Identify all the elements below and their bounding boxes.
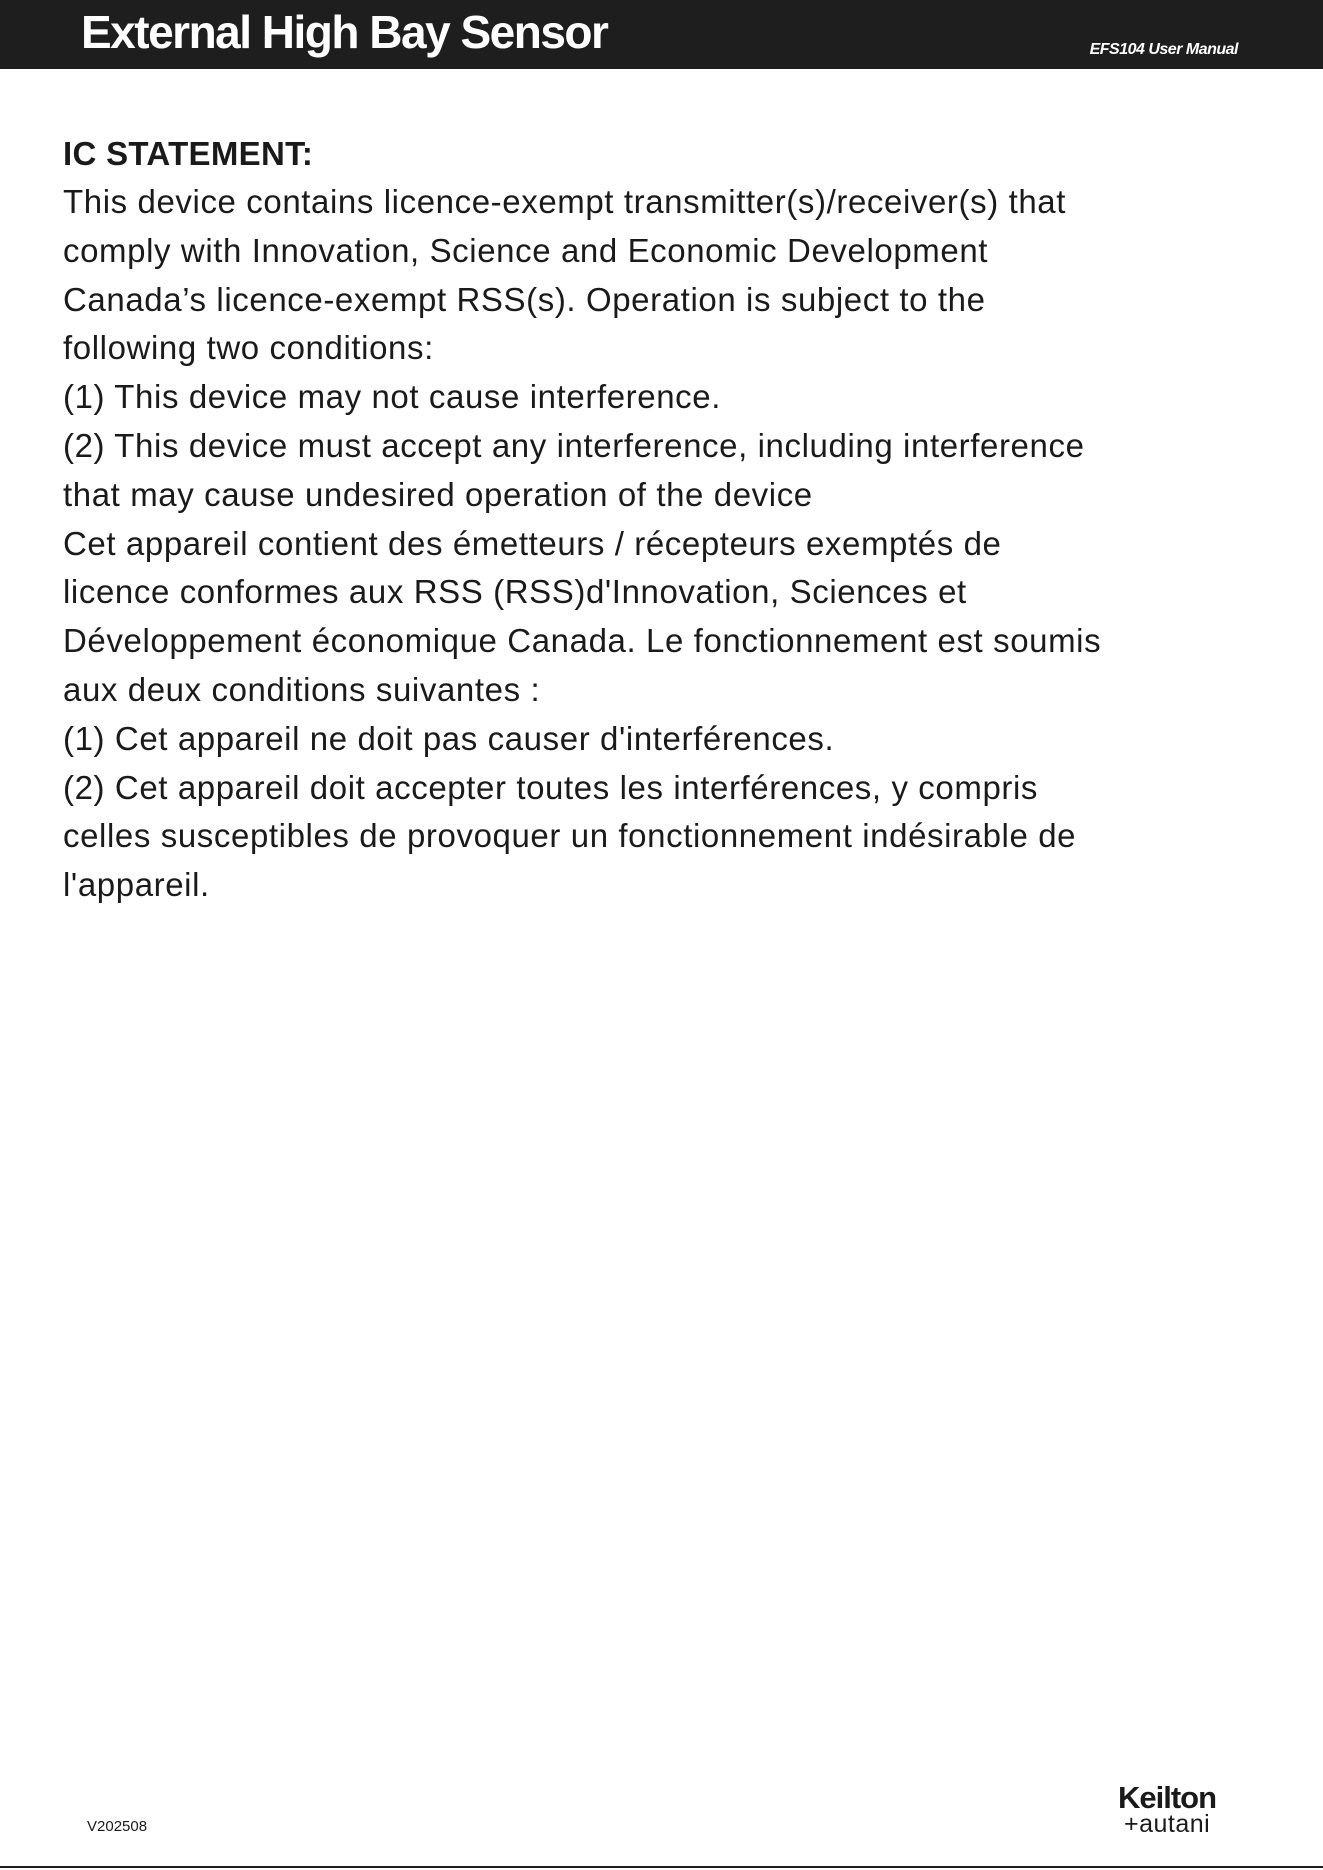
statement-line: Cet appareil contient des émetteurs / récepteurs exemptés de: [63, 524, 1002, 562]
statement-line: (1) Cet appareil ne doit pas causer d'interférences.: [63, 719, 835, 757]
company-logo: [1116, 1780, 1246, 1838]
statement-line: This device contains licence-exempt transmitter(s)/receiver(s) that: [63, 183, 1067, 220]
logo-sub-text: +autani: [1124, 1810, 1211, 1838]
statement-line: that may cause undesired operation of the device: [63, 475, 813, 513]
header-bar: [0, 0, 1323, 69]
logo-brand-text: Keilton: [1118, 1780, 1217, 1815]
statement-line: following two conditions:: [63, 329, 434, 367]
statement-line: celles susceptibles de provoquer un fonctionnement indésirable de: [63, 817, 1077, 855]
bottom-divider: [0, 1866, 1323, 1868]
section-heading: IC STATEMENT:: [63, 135, 314, 172]
manual-label: EFS104 User Manual: [1089, 41, 1238, 58]
statement-line: l'appareil.: [63, 866, 210, 904]
ic-statement-section: [63, 129, 1263, 910]
version-code: V202508: [87, 1818, 148, 1835]
statement-line: (1) This device may not cause interference.: [63, 378, 721, 416]
statement-line: Canada’s licence-exempt RSS(s). Operation is subject to the: [63, 280, 986, 318]
statement-line: aux deux conditions suivantes :: [63, 670, 541, 708]
statement-line: (2) Cet appareil doit accepter toutes les interférences, y compris: [63, 768, 1039, 806]
statement-line: Développement économique Canada. Le fonctionnement est soumis: [63, 622, 1102, 660]
document-title: External High Bay Sensor: [81, 6, 608, 58]
statement-line: (2) This device must accept any interference, including interference: [63, 426, 1085, 464]
statement-line: licence conformes aux RSS (RSS)d'Innovation, Sciences et: [63, 573, 967, 611]
statement-line: comply with Innovation, Science and Economic Development: [63, 231, 989, 269]
